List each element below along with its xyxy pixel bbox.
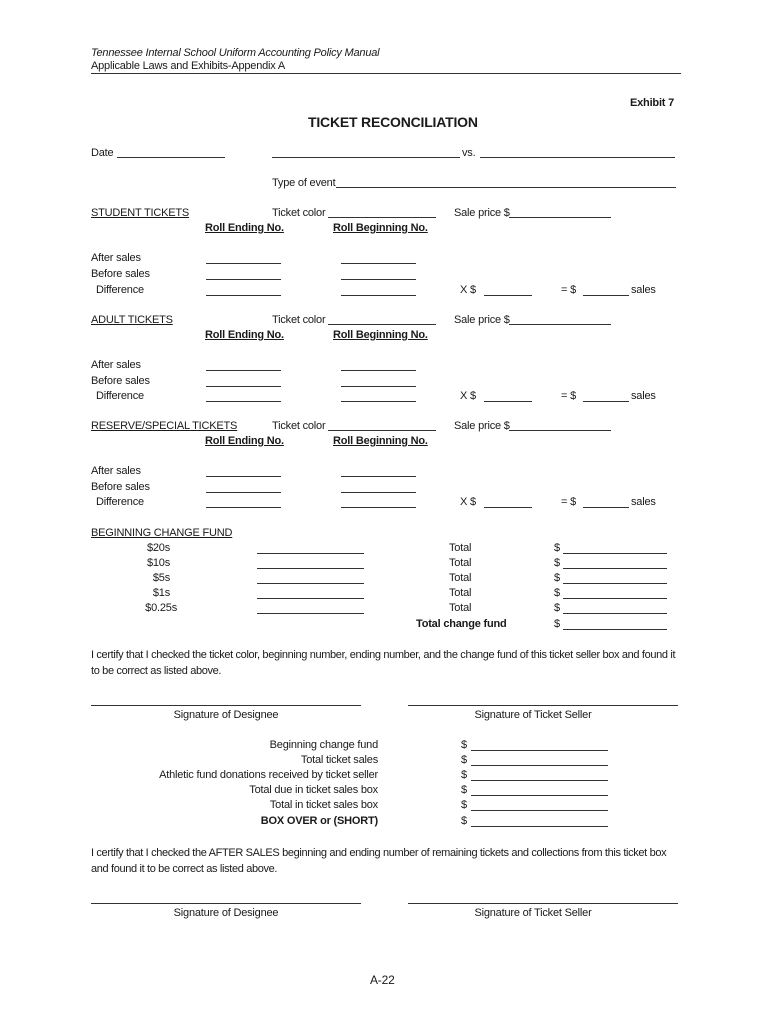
student-multiply-label: X $ [460, 284, 476, 296]
reserve-roll-ending-header: Roll Ending No. [205, 435, 284, 447]
denomination-label: $20s [146, 542, 170, 554]
adult-roll-ending-header: Roll Ending No. [205, 329, 284, 341]
summary-item: Total in ticket sales box [269, 799, 378, 811]
student-sale-price-label: Sale price $ [454, 207, 510, 219]
summary-amount-field[interactable] [471, 795, 608, 796]
adult-sales-field[interactable] [583, 401, 629, 402]
student-before-beginning-field[interactable] [341, 279, 416, 280]
page-title: TICKET RECONCILIATION [308, 114, 478, 130]
student-after-ending-field[interactable] [206, 263, 281, 264]
box-over-short-field[interactable] [471, 826, 608, 827]
dollar-sign: $ [461, 799, 467, 811]
student-difference-ending-field[interactable] [206, 295, 281, 296]
designee-signature-line-1[interactable] [91, 705, 361, 706]
adult-difference-label: Difference [96, 390, 144, 402]
adult-ticket-color-field[interactable] [328, 324, 436, 325]
student-difference-beginning-field[interactable] [341, 295, 416, 296]
date-label: Date [91, 147, 114, 159]
reserve-equals-label: = $ [561, 496, 576, 508]
summary-amount-field[interactable] [471, 765, 608, 766]
denomination-count-field[interactable] [257, 568, 364, 569]
denomination-label: $0.25s [145, 602, 177, 614]
adult-difference-ending-field[interactable] [206, 401, 281, 402]
summary-item: Total ticket sales [300, 754, 378, 766]
dollar-sign: $ [554, 542, 560, 554]
student-after-sales-label: After sales [91, 252, 141, 264]
reserve-before-ending-field[interactable] [206, 492, 281, 493]
student-before-sales-label: Before sales [91, 268, 150, 280]
reserve-price-field[interactable] [484, 507, 532, 508]
summary-amount-field[interactable] [471, 810, 608, 811]
adult-difference-beginning-field[interactable] [341, 401, 416, 402]
summary-item: Beginning change fund [269, 739, 378, 751]
adult-before-sales-label: Before sales [91, 375, 150, 387]
denomination-count-field[interactable] [257, 613, 364, 614]
exhibit-label: Exhibit 7 [630, 97, 675, 109]
denomination-total-label: Total [449, 572, 472, 584]
total-change-fund-label: Total change fund [416, 618, 507, 630]
dollar-sign: $ [461, 769, 467, 781]
student-roll-beginning-header: Roll Beginning No. [333, 222, 428, 234]
reserve-ticket-color-label: Ticket color [272, 420, 326, 432]
denomination-amount-field[interactable] [563, 613, 667, 614]
student-after-beginning-field[interactable] [341, 263, 416, 264]
denomination-label: $10s [146, 557, 170, 569]
date-field[interactable] [117, 157, 225, 158]
designee-signature-label-2: Signature of Designee [173, 907, 279, 919]
reserve-difference-ending-field[interactable] [206, 507, 281, 508]
student-ticket-color-label: Ticket color [272, 207, 326, 219]
adult-sales-label: sales [631, 390, 656, 402]
student-ticket-color-field[interactable] [328, 217, 436, 218]
home-team-field[interactable] [272, 157, 460, 158]
appendix-title: Applicable Laws and Exhibits-Appendix A [91, 60, 285, 72]
summary-item: Athletic fund donations received by ticket seller [159, 769, 378, 781]
denomination-label: $1s [152, 587, 170, 599]
change-fund-heading: BEGINNING CHANGE FUND [91, 527, 233, 539]
reserve-before-beginning-field[interactable] [341, 492, 416, 493]
reserve-sales-label: sales [631, 496, 656, 508]
reserve-multiply-label: X $ [460, 496, 476, 508]
seller-signature-label-1: Signature of Ticket Seller [474, 709, 592, 721]
adult-sale-price-label: Sale price $ [454, 314, 510, 326]
summary-amount-field[interactable] [471, 750, 608, 751]
adult-price-field[interactable] [484, 401, 532, 402]
dollar-sign: $ [554, 602, 560, 614]
certification-statement-2: I certify that I checked the AFTER SALES beginning and ending number of remaining tickets and collections from this ticket box and found it to be correct as listed above. [91, 847, 667, 875]
denomination-amount-field[interactable] [563, 583, 667, 584]
reserve-after-sales-label: After sales [91, 465, 141, 477]
denomination-count-field[interactable] [257, 553, 364, 554]
student-before-ending-field[interactable] [206, 279, 281, 280]
type-of-event-label: Type of event [272, 177, 336, 189]
denomination-total-label: Total [449, 542, 472, 554]
reserve-sales-field[interactable] [583, 507, 629, 508]
adult-tickets-heading: ADULT TICKETS [91, 314, 173, 326]
student-sales-label: sales [631, 284, 656, 296]
student-sales-field[interactable] [583, 295, 629, 296]
denomination-total-label: Total [449, 587, 472, 599]
reserve-after-ending-field[interactable] [206, 476, 281, 477]
dollar-sign: $ [461, 754, 467, 766]
dollar-sign: $ [554, 557, 560, 569]
denomination-amount-field[interactable] [563, 553, 667, 554]
dollar-sign: $ [461, 739, 467, 751]
adult-sale-price-field[interactable] [509, 324, 611, 325]
student-sale-price-field[interactable] [509, 217, 611, 218]
reserve-after-beginning-field[interactable] [341, 476, 416, 477]
dollar-sign: $ [461, 784, 467, 796]
summary-item: Total due in ticket sales box [249, 784, 378, 796]
adult-multiply-label: X $ [460, 390, 476, 402]
adult-roll-beginning-header: Roll Beginning No. [333, 329, 428, 341]
adult-after-sales-label: After sales [91, 359, 141, 371]
box-over-short-label: BOX OVER or (SHORT) [260, 815, 378, 827]
student-difference-label: Difference [96, 284, 144, 296]
adult-before-ending-field[interactable] [206, 386, 281, 387]
denomination-amount-field[interactable] [563, 598, 667, 599]
adult-after-ending-field[interactable] [206, 370, 281, 371]
certification-statement-1: I certify that I checked the ticket color, beginning number, ending number, and the change fund of this ticket seller box and found it to be correct as listed above. [91, 649, 676, 677]
dollar-sign: $ [554, 618, 560, 630]
adult-ticket-color-label: Ticket color [272, 314, 326, 326]
reserve-sale-price-field[interactable] [509, 430, 611, 431]
type-of-event-field[interactable] [336, 187, 676, 188]
manual-title: Tennessee Internal School Uniform Accounting Policy Manual [91, 47, 380, 59]
designee-signature-line-2[interactable] [91, 903, 361, 904]
reserve-before-sales-label: Before sales [91, 481, 150, 493]
dollar-sign: $ [461, 815, 467, 827]
reserve-roll-beginning-header: Roll Beginning No. [333, 435, 428, 447]
denomination-total-label: Total [449, 557, 472, 569]
adult-after-beginning-field[interactable] [341, 370, 416, 371]
designee-signature-label-1: Signature of Designee [173, 709, 279, 721]
denomination-amount-field[interactable] [563, 568, 667, 569]
header-rule [91, 73, 681, 74]
student-roll-ending-header: Roll Ending No. [205, 222, 284, 234]
visiting-team-field[interactable] [480, 157, 675, 158]
student-equals-label: = $ [561, 284, 576, 296]
dollar-sign: $ [554, 572, 560, 584]
denomination-count-field[interactable] [257, 598, 364, 599]
seller-signature-line-1[interactable] [408, 705, 678, 706]
reserve-difference-label: Difference [96, 496, 144, 508]
reserve-sale-price-label: Sale price $ [454, 420, 510, 432]
student-price-field[interactable] [484, 295, 532, 296]
adult-before-beginning-field[interactable] [341, 386, 416, 387]
denomination-label: $5s [152, 572, 170, 584]
page-number: A-22 [370, 973, 395, 987]
adult-equals-label: = $ [561, 390, 576, 402]
denomination-total-label: Total [449, 602, 472, 614]
reserve-tickets-heading: RESERVE/SPECIAL TICKETS [91, 420, 238, 432]
seller-signature-label-2: Signature of Ticket Seller [474, 907, 592, 919]
total-change-fund-field[interactable] [563, 629, 667, 630]
student-tickets-heading: STUDENT TICKETS [91, 207, 190, 219]
dollar-sign: $ [554, 587, 560, 599]
reserve-ticket-color-field[interactable] [328, 430, 436, 431]
seller-signature-line-2[interactable] [408, 903, 678, 904]
reserve-difference-beginning-field[interactable] [341, 507, 416, 508]
vs-label: vs. [462, 147, 476, 159]
denomination-count-field[interactable] [257, 583, 364, 584]
summary-amount-field[interactable] [471, 780, 608, 781]
